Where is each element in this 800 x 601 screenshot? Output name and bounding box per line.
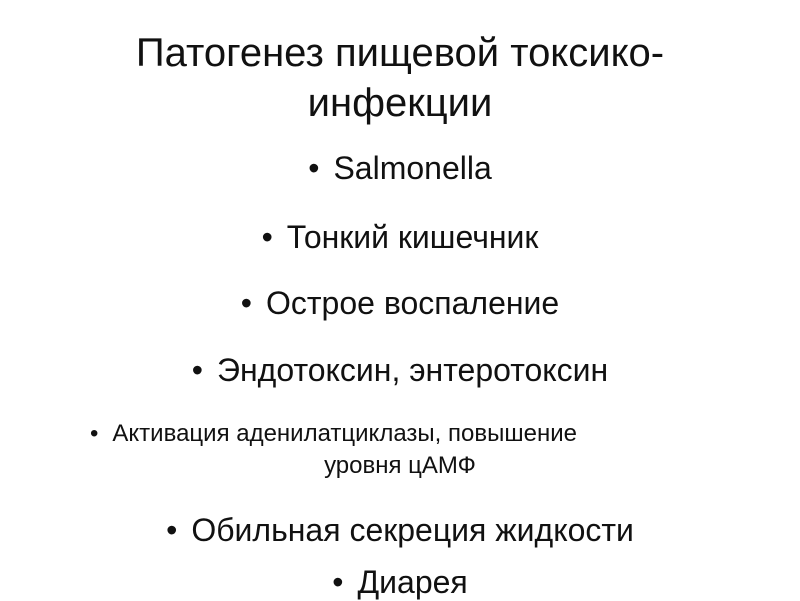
bullet-item-diarrhea — [0, 563, 800, 601]
slide-title-line-1: Патогенез пищевой токсико- — [135, 31, 665, 75]
slide-title — [0, 28, 800, 128]
bullet-dot-icon: • — [261, 219, 273, 255]
bullet-dot-icon: • — [191, 352, 203, 388]
bullet-text: Обильная секреция жидкости — [191, 512, 634, 548]
bullet-dot-icon: • — [166, 512, 178, 548]
bullet-text: Острое воспаление — [266, 285, 560, 321]
bullet-text: Диарея — [357, 564, 468, 600]
bullet-dot-icon: • — [308, 150, 320, 186]
bullet-dot-icon: • — [332, 564, 344, 600]
bullet-text: Salmonella — [333, 150, 492, 186]
bullet-item-toxins — [0, 351, 800, 389]
bullet-item-fluid-secretion — [0, 511, 800, 549]
bullet-text: Тонкий кишечник — [286, 219, 539, 255]
bullet-dot-icon: • — [240, 285, 252, 321]
bullet-text: Эндотоксин, энтеротоксин — [217, 352, 609, 388]
bullet-item-small-intestine — [0, 218, 800, 256]
bullet-item-salmonella — [0, 149, 800, 187]
slide-title-line-2: инфекции — [307, 81, 493, 125]
bullet-text-line-1: Активация аденилатциклазы, повышение — [112, 420, 577, 447]
bullet-item-acute-inflammation — [0, 284, 800, 322]
bullet-item-adenylate-cyclase — [90, 418, 710, 482]
bullet-text-line-2: уровня цАМФ — [324, 452, 476, 479]
bullet-dot-icon: • — [90, 420, 99, 447]
